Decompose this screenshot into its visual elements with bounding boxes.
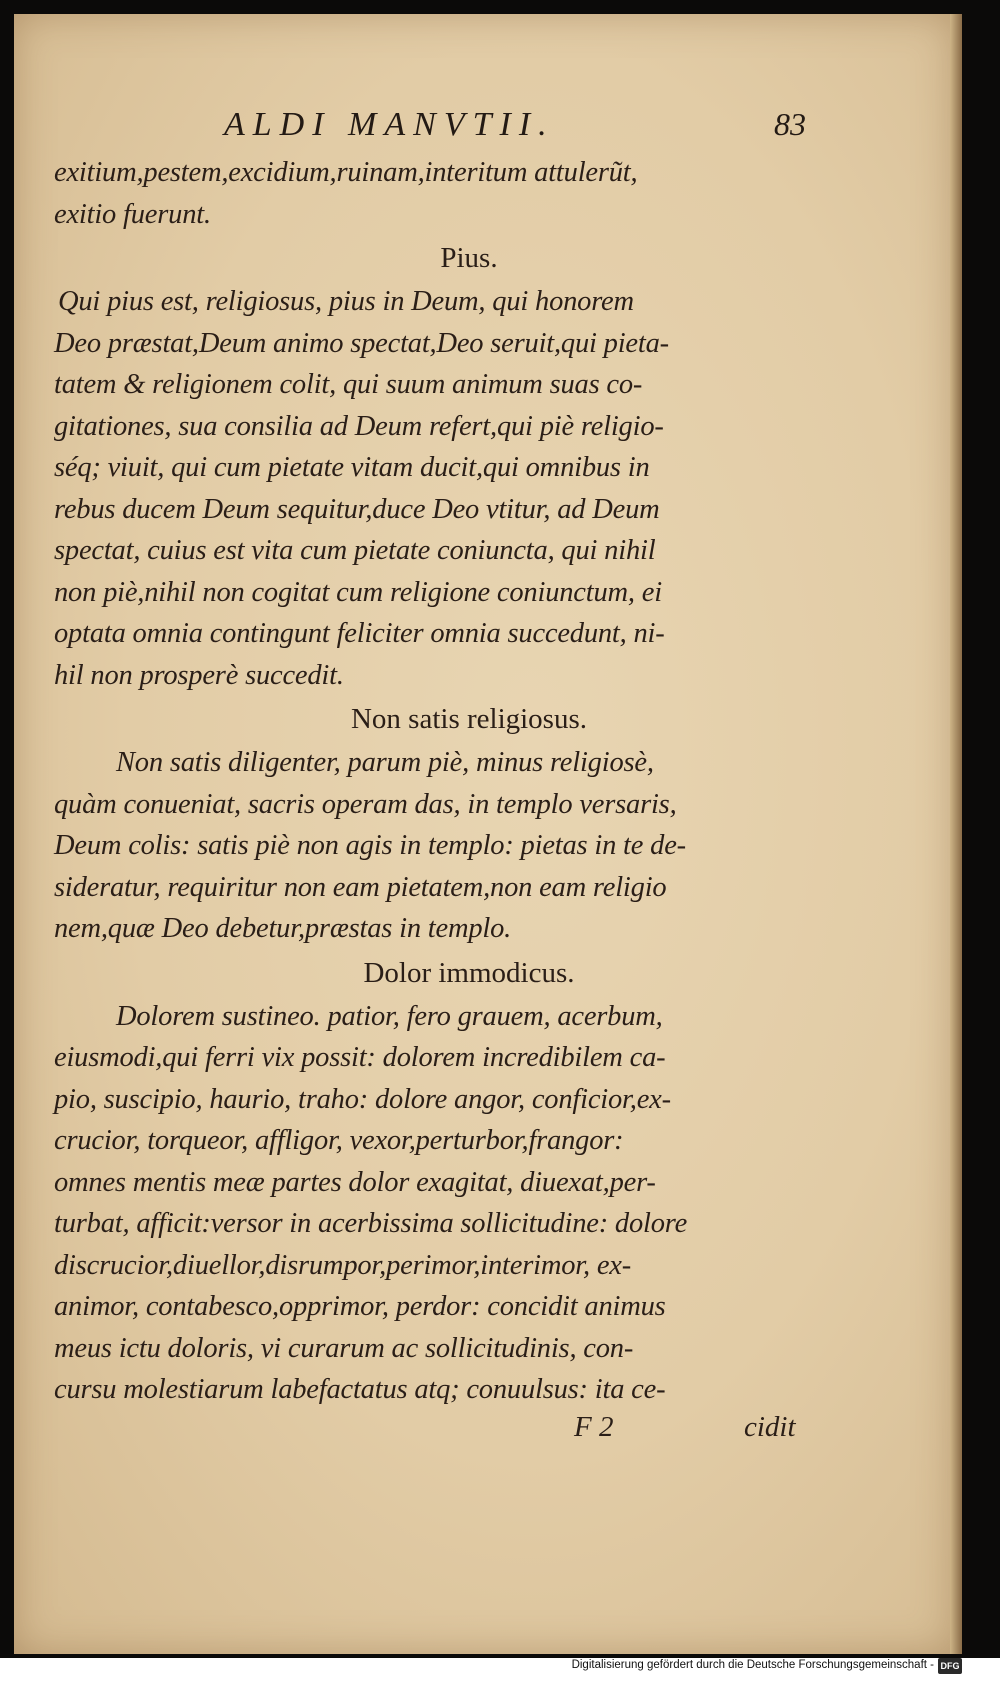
text-line: non piè,nihil non cogitat cum religione coniunctum, ei	[54, 576, 662, 608]
dfg-logo-icon: DFG	[938, 1658, 962, 1674]
text-line: crucior, torqueor, affligor, vexor,perturbor,frangor:	[54, 1125, 624, 1156]
book-page	[14, 14, 954, 1654]
text-line: Qui pius est, religiosus, pius in Deum, qui honorem	[58, 286, 634, 317]
text-line: quàm conueniat, sacris operam das, in templo versaris,	[54, 788, 677, 820]
text-line: sideratur, requiritur non eam pietatem,non eam religio	[54, 871, 667, 903]
running-head	[14, 106, 954, 156]
page-foot	[54, 1411, 824, 1453]
text-line: séq; viuit, qui cum pietate vitam ducit,qui omnibus in	[54, 452, 650, 483]
text-line: tatem & religionem colit, qui suum animum suas co-	[54, 369, 643, 400]
text-line: spectat, cuius est vita cum pietate coniuncta, qui nihil	[54, 535, 656, 566]
section-heading-non-satis: Non satis religiosus.	[350, 703, 588, 735]
text-line: animor, contabesco,opprimor, perdor: concidit animus	[54, 1291, 666, 1322]
text-line: Deo præstat,Deum animo spectat,Deo seruit,qui pieta-	[54, 327, 669, 359]
digitization-credit: Digitalisierung gefördert durch die Deutsche Forschungsgemeinschaft -	[571, 1659, 934, 1671]
text-line: exitium,pestem,excidium,ruinam,interitum attulerũt,	[54, 157, 638, 188]
text-line: omnes mentis meæ partes dolor exagitat, diuexat,per-	[54, 1166, 656, 1198]
text-line: Deum colis: satis piè non agis in templo: pietas in te de-	[54, 830, 686, 861]
text-line: gitationes, sua consilia ad Deum refert,qui piè religio-	[54, 410, 664, 442]
text-line: optata omnia contingunt feliciter omnia succedunt, ni-	[54, 618, 665, 649]
section-heading-dolor: Dolor immodicus.	[363, 956, 575, 989]
page-text	[54, 152, 824, 1453]
text-line: nem,quæ Deo debetur,præstas in templo.	[54, 913, 512, 944]
text-line: cursu molestiarum labefactatus atq; conuulsus: ita ce-	[54, 1374, 666, 1405]
text-line: exitio fuerunt.	[54, 198, 211, 230]
text-line: rebus ducem Deum sequitur,duce Deo vtitur, ad Deum	[54, 493, 660, 525]
text-line: meus ictu doloris, vi curarum ac sollicitudinis, con-	[54, 1332, 634, 1364]
text-line: pio, suscipio, haurio, traho: dolore angor, conficior,ex-	[54, 1083, 671, 1115]
signature-mark: F 2	[574, 1410, 614, 1443]
text-line: eiusmodi,qui ferri vix possit: dolorem incredibilem ca-	[54, 1042, 666, 1073]
text-line: Dolorem sustineo. patior, fero grauem, acerbum,	[116, 1000, 663, 1032]
section-heading-pius: Pius.	[440, 242, 498, 274]
text-line: discrucior,diuellor,disrumpor,perimor,interimor, ex-	[54, 1249, 632, 1281]
text-line: Non satis diligenter, parum piè, minus religiosè,	[116, 747, 654, 778]
text-line: hil non prosperè succedit.	[54, 659, 344, 691]
text-line: turbat, afficit:versor in acerbissima sollicitudine: dolore	[54, 1208, 688, 1239]
running-title: ALDI MANVTII.	[224, 106, 555, 143]
catchword: cidit	[744, 1410, 796, 1443]
page-number: 83	[774, 106, 806, 142]
